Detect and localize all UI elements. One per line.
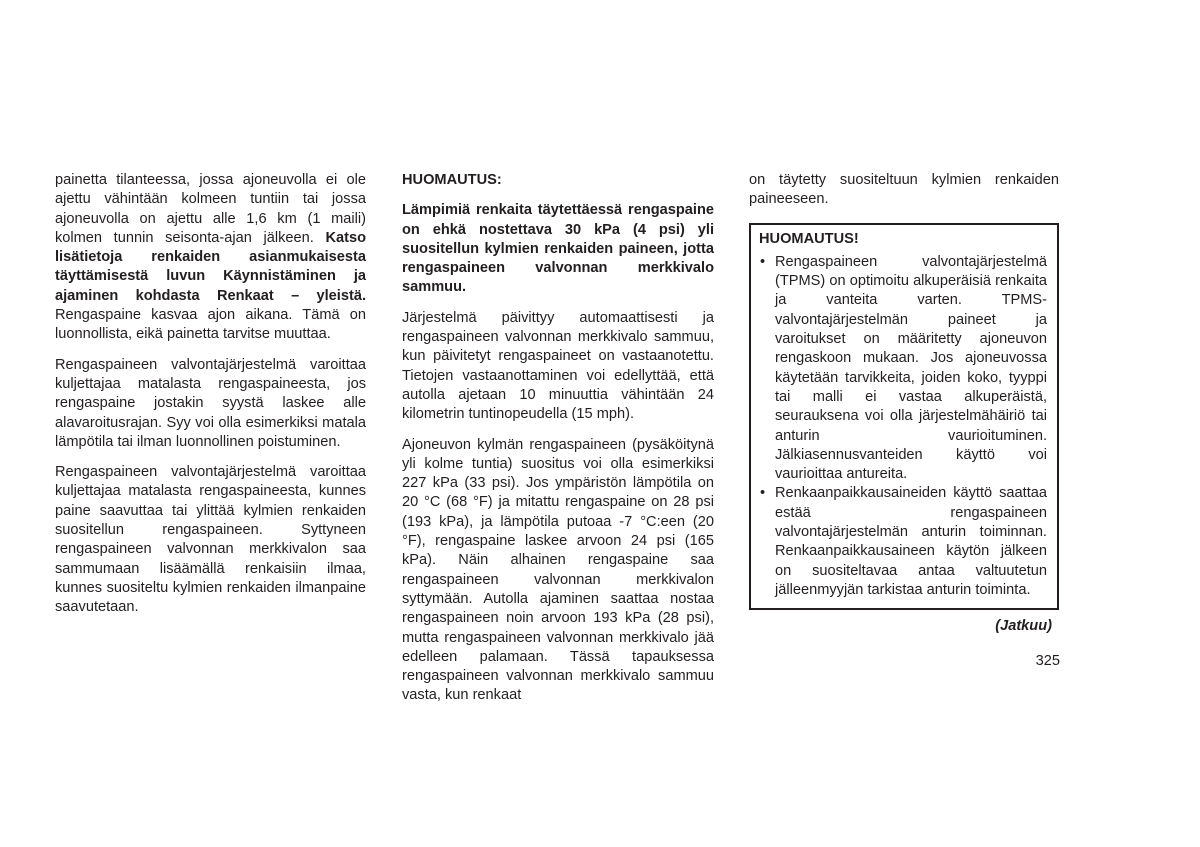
warning-list: [759, 253, 1047, 600]
paragraph: on täytetty suositeltuun kylmien renkaiden paineeseen.: [749, 172, 1059, 208]
text-column-middle: [402, 171, 714, 717]
continued-label: (Jatkuu): [995, 618, 1052, 635]
paragraph: Ajoneuvon kylmän rengaspaineen (pysäköitynä yli kolme tuntia) suositus voi olla esimerkiksi 227 kPa (33 psi). Jos ympäristön lämpötila on 20 °C (68 °F) ja mitattu rengaspaine on 28 psi (193 kPa), ja lämpötila putoaa -7 °C:een (20 °F), rengaspaine laskee arvoon 24 psi (165 kPa). Näin alhainen rengaspaine saa rengaspaineen valvonnan merkkivalon syttymään. Autolla ajaminen saattaa nostaa rengaspaineen noin arvoon 193 kPa (28 psi), mutta rengaspaineen valvonnan merkkivalo jää edelleen palamaan. Tässä tapauksessa rengaspaineen valvonnan merkkivalo sammuu vasta, kun renkaat: [402, 436, 714, 704]
paragraph: [55, 171, 366, 345]
warning-item-text: Rengaspaineen valvontajärjestelmä (TPMS) on optimoitu alkuperäisiä renkaita ja vanteita varten. TPMS-valvontajärjestelmän paineet ja varoitukset on määritetty ajoneuvon rengaskoon mukaan. Jos ajoneuvossa käytetään tarvikkeita, joiden koko, tyyppi tai malli ei vastaa alkuperäistä, seurauksena voi olla järjestelmähäiriö tai anturin vaurioituminen. Jälkiasennusvanteiden käyttö voi vaurioittaa antureita.: [775, 253, 1047, 483]
warning-list-item: [759, 484, 1047, 600]
text-column-left: [55, 171, 366, 629]
paragraph: Järjestelmä päivittyy automaattisesti ja rengaspaineen valvonnan merkkivalo sammuu, kun päivitetyt rengaspaineet on vastaanotettu. Tietojen vastaanottaminen voi edellyttää, että autolla ajetaan 10 minuuttia vähintään 24 kilometrin tuntinopeudella (15 mph).: [402, 309, 714, 423]
paragraph: Rengaspaineen valvontajärjestelmä varoittaa kuljettajaa matalasta rengaspaineesta, jos rengaspaine jostakin syystä laskee alle alavaroitusrajan. Syy voi olla esimerkiksi matala lämpötila tai ilman luonnollinen poistuminen.: [55, 356, 366, 450]
warning-list-item: [759, 253, 1047, 485]
paragraph: Rengaspaineen valvontajärjestelmä varoittaa kuljettajaa matalasta rengaspaineesta, kunnes paine saavuttaa tai ylittää kylmien renkaiden suositellun rengaspaineen. Syttyneen rengaspaineen valvonnan merkkivalon saa sammumaan lisäämällä renkaisiin ilmaa, kunnes suositeltu kylmien renkaiden ilmanpaine saavutetaan.: [55, 464, 366, 616]
paragraph-text: Rengaspaine kasvaa ajon aikana. Tämä on luonnollista, eikä painetta tarvitse muuttaa.: [55, 307, 366, 343]
page-number: 325: [1035, 653, 1060, 669]
note-heading: HUOMAUTUS:: [402, 172, 502, 188]
note-text: Lämpimiä renkaita täytettäessä rengaspaine on ehkä nostettava 30 kPa (4 psi) yli suositellun kylmien renkaiden paineen, jotta rengaspaineen valvonnan merkkivalo sammuu.: [402, 202, 714, 296]
warning-box: [749, 223, 1059, 611]
warning-heading: HUOMAUTUS!: [759, 230, 859, 247]
text-column-right: [749, 171, 1059, 637]
warning-item-text: Renkaanpaikkausaineiden käyttö saattaa estää rengaspaineen valvontajärjestelmän anturin toiminnan. Renkaanpaikkausaineen käytön jälkeen on suositeltavaa antaa valtuutetun jälleenmyyjän tarkistaa anturin toiminta.: [775, 485, 1047, 598]
bold-reference: Katso lisätietoja renkaiden asianmukaisesta täyttämisestä luvun Käynnistäminen ja ajaminen kohdasta Renkaat – yleistä.: [55, 229, 366, 304]
paragraph-text: painetta tilanteessa, jossa ajoneuvolla ei ole ajettu vähintään kolmeen tuntiin tai jossa ajoneuvolla on ajettu alle 1,6 km (1 maili) kolmen tunnin seisonta-ajan jälkeen.: [55, 172, 366, 246]
bullet-icon: •: [760, 253, 766, 270]
bullet-icon: •: [760, 485, 766, 502]
